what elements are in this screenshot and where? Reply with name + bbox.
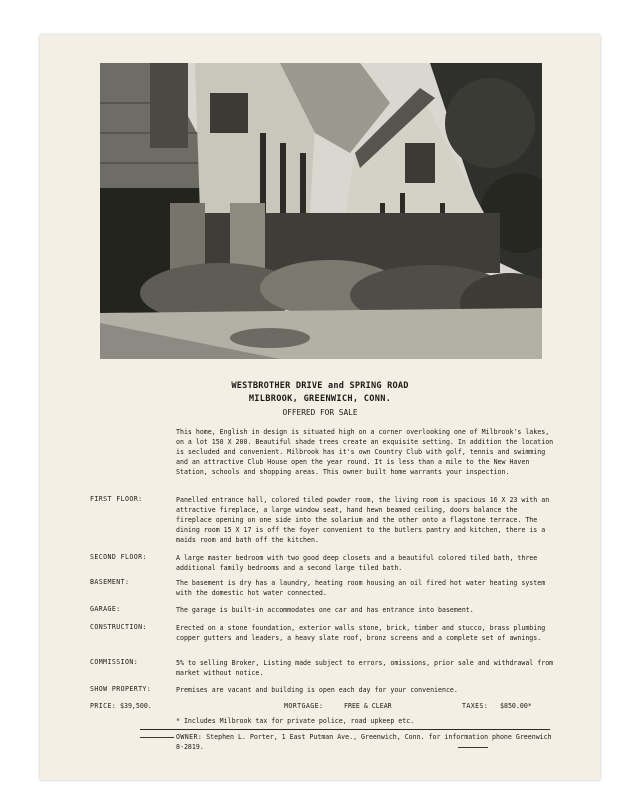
section-label: GARAGE:: [90, 605, 121, 613]
section-label: BASEMENT:: [90, 578, 130, 586]
owner-text: Stephen L. Porter, 1 East Putman Ave., Greenwich, Conn. for information phone Greenwich 8-2819.: [176, 733, 552, 751]
owner-label: OWNER:: [176, 733, 203, 741]
listing-address-street: WESTBROTHER DRIVE and SPRING ROAD: [231, 381, 409, 391]
price-label: PRICE:: [90, 702, 117, 710]
tax-note: * Includes Milbrook tax for private police, road upkeep etc.: [176, 717, 415, 725]
owner-info: [176, 732, 556, 752]
divider: [140, 729, 550, 730]
mortgage-value: FREE & CLEAR: [344, 702, 392, 710]
taxes-label: TAXES:: [462, 702, 489, 710]
section-label: SHOW PROPERTY:: [90, 685, 152, 693]
listing-subtitle: OFFERED FOR SALE: [282, 408, 358, 417]
section-label: SECOND FLOOR:: [90, 553, 147, 561]
section-text: Panelled entrance hall, colored tiled powder room, the living room is spacious 16 X 23 with an attractive fireplace, a large window seat, hand hewn beamed ceiling, doors balance the fireplace opening on one side into the solarium and the other onto a flagstone terrace. The dining room 15 X 17 is off the foyer convenient to the butlers pantry and kitchen, there is a maids room and bath off the kitchen.: [176, 496, 550, 544]
pen-mark: [140, 737, 174, 738]
listing-address-town: MILBROOK, GREENWICH, CONN.: [248, 394, 392, 404]
listing-intro: This home, English in design is situated high on a corner overlooking one of Milbrook's lakes, on a lot 150 X 200. Beautiful shade trees create an exquisite setting. In addition the location is secluded and convenient. Milbrook has it's own Country Club with golf, tennis and swimming and an attractive Club House open the year round. It is less than a mile to the New Haven Station, schools and shopping areas. This owner built home warrants your inspection.: [176, 428, 554, 476]
taxes-value: $850.00*: [500, 702, 532, 710]
section-text: Erected on a stone foundation, exterior walls stone, brick, timber and stucco, brass plumbing copper gutters and leaders, a heavy slate roof, bronz screens and a complete set of awnings.: [176, 624, 546, 642]
mortgage-label: MORTGAGE:: [284, 702, 324, 710]
section-text: Premises are vacant and building is open each day for your convenience.: [176, 686, 458, 694]
listing-sheet: [40, 35, 600, 780]
price-value: $39,500.: [120, 702, 152, 710]
house-photo: [100, 63, 542, 359]
section-text: The garage is built-in accommodates one car and has entrance into basement.: [176, 606, 474, 614]
section-text: The basement is dry has a laundry, heating room housing an oil fired hot water heating system with the domestic hot water connected.: [176, 579, 546, 597]
section-label: CONSTRUCTION:: [90, 623, 147, 631]
section-text: 5% to selling Broker, Listing made subject to errors, omissions, prior sale and withdrawal from market without notice.: [176, 659, 554, 677]
section-text: A large master bedroom with two good deep closets and a beautiful colored tiled bath, three additional family bedrooms and a second large tiled bath.: [176, 554, 538, 572]
section-label: FIRST FLOOR:: [90, 495, 143, 503]
section-label: COMMISSION:: [90, 658, 139, 666]
